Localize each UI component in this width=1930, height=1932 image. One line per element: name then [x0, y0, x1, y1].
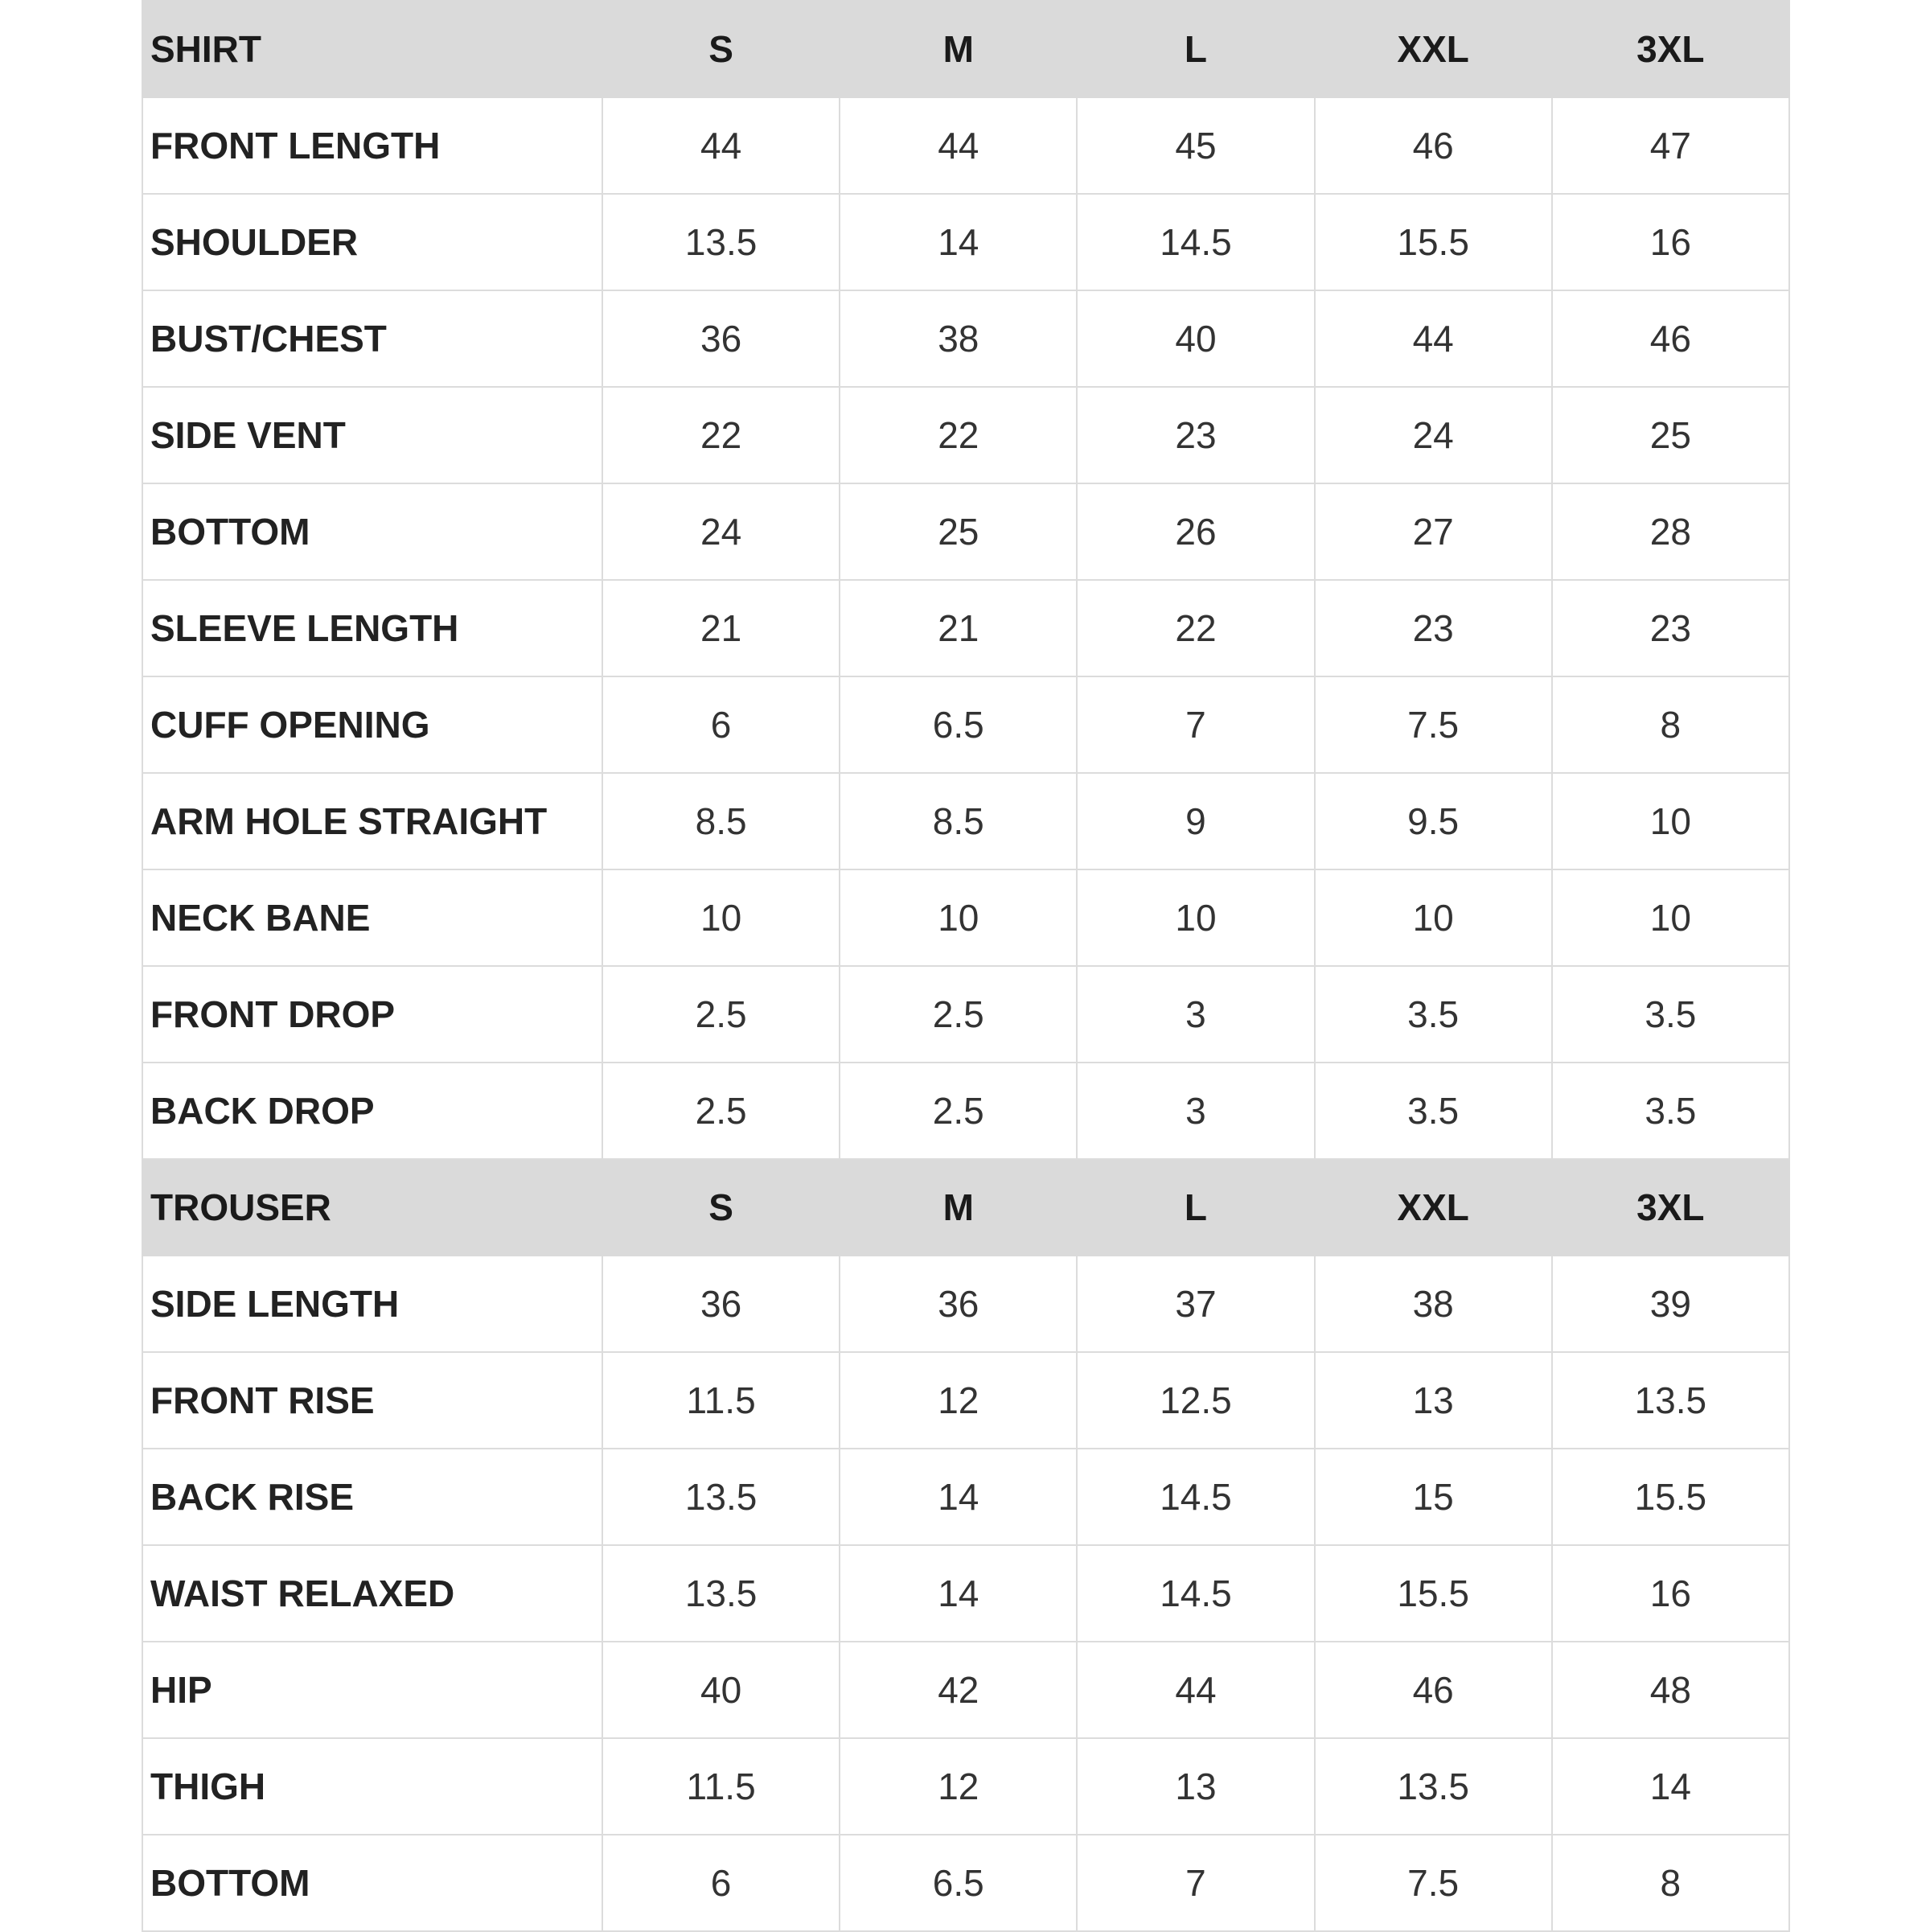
shirt-measurement-row — [142, 387, 1789, 483]
trouser-size-header: XXL — [1315, 1159, 1552, 1256]
measurement-value: 23 — [1077, 387, 1314, 483]
measurement-value: 45 — [1077, 97, 1314, 194]
measurement-value: 3 — [1077, 1063, 1314, 1159]
measurement-value: 44 — [1315, 290, 1552, 387]
measurement-value: 14.5 — [1077, 194, 1314, 290]
measurement-label: SIDE VENT — [142, 387, 602, 483]
trouser-size-header: 3XL — [1552, 1159, 1789, 1256]
size-chart-body — [142, 1, 1789, 1931]
measurement-value: 44 — [1077, 1642, 1314, 1738]
measurement-value: 40 — [1077, 290, 1314, 387]
measurement-label: BOTTOM — [142, 483, 602, 580]
trouser-size-header: S — [602, 1159, 840, 1256]
trouser-measurement-row — [142, 1545, 1789, 1642]
measurement-value: 3.5 — [1315, 1063, 1552, 1159]
measurement-label: SLEEVE LENGTH — [142, 580, 602, 676]
shirt-size-header: 3XL — [1552, 1, 1789, 97]
measurement-value: 11.5 — [602, 1738, 840, 1835]
measurement-value: 11.5 — [602, 1352, 840, 1449]
measurement-value: 15.5 — [1315, 194, 1552, 290]
measurement-value: 13.5 — [602, 194, 840, 290]
measurement-label: BOTTOM — [142, 1835, 602, 1931]
measurement-value: 13 — [1077, 1738, 1314, 1835]
measurement-value: 25 — [840, 483, 1077, 580]
measurement-label: ARM HOLE STRAIGHT — [142, 773, 602, 869]
measurement-value: 9 — [1077, 773, 1314, 869]
measurement-value: 15 — [1315, 1449, 1552, 1545]
measurement-value: 44 — [840, 97, 1077, 194]
measurement-value: 23 — [1315, 580, 1552, 676]
measurement-value: 21 — [840, 580, 1077, 676]
measurement-value: 10 — [1077, 869, 1314, 966]
measurement-value: 14 — [840, 1545, 1077, 1642]
measurement-value: 46 — [1315, 1642, 1552, 1738]
measurement-value: 6 — [602, 1835, 840, 1931]
trouser-measurement-row — [142, 1449, 1789, 1545]
trouser-measurement-row — [142, 1835, 1789, 1931]
shirt-size-header: XXL — [1315, 1, 1552, 97]
measurement-value: 12 — [840, 1738, 1077, 1835]
shirt-measurement-row — [142, 483, 1789, 580]
measurement-label: BACK RISE — [142, 1449, 602, 1545]
shirt-measurement-row — [142, 869, 1789, 966]
measurement-value: 12 — [840, 1352, 1077, 1449]
measurement-label: FRONT RISE — [142, 1352, 602, 1449]
measurement-value: 42 — [840, 1642, 1077, 1738]
measurement-value: 24 — [1315, 387, 1552, 483]
measurement-value: 6.5 — [840, 676, 1077, 773]
measurement-value: 2.5 — [840, 1063, 1077, 1159]
measurement-value: 6.5 — [840, 1835, 1077, 1931]
shirt-measurement-row — [142, 580, 1789, 676]
trouser-size-header: L — [1077, 1159, 1314, 1256]
measurement-value: 15.5 — [1315, 1545, 1552, 1642]
shirt-measurement-row — [142, 97, 1789, 194]
measurement-value: 3.5 — [1552, 966, 1789, 1063]
measurement-label: NECK BANE — [142, 869, 602, 966]
measurement-value: 26 — [1077, 483, 1314, 580]
shirt-measurement-row — [142, 1063, 1789, 1159]
measurement-value: 7.5 — [1315, 1835, 1552, 1931]
measurement-value: 9.5 — [1315, 773, 1552, 869]
shirt-section-title: SHIRT — [142, 1, 602, 97]
measurement-value: 8 — [1552, 1835, 1789, 1931]
measurement-value: 21 — [602, 580, 840, 676]
measurement-value: 3 — [1077, 966, 1314, 1063]
measurement-value: 14.5 — [1077, 1449, 1314, 1545]
measurement-value: 44 — [602, 97, 840, 194]
measurement-value: 13.5 — [602, 1545, 840, 1642]
measurement-value: 2.5 — [602, 1063, 840, 1159]
measurement-value: 14 — [840, 1449, 1077, 1545]
measurement-value: 16 — [1552, 1545, 1789, 1642]
measurement-value: 7.5 — [1315, 676, 1552, 773]
measurement-value: 24 — [602, 483, 840, 580]
shirt-measurement-row — [142, 194, 1789, 290]
measurement-value: 46 — [1315, 97, 1552, 194]
measurement-value: 12.5 — [1077, 1352, 1314, 1449]
measurement-value: 27 — [1315, 483, 1552, 580]
measurement-value: 40 — [602, 1642, 840, 1738]
measurement-value: 47 — [1552, 97, 1789, 194]
shirt-measurement-row — [142, 290, 1789, 387]
trouser-header-row — [142, 1159, 1789, 1256]
measurement-value: 10 — [1315, 869, 1552, 966]
shirt-header-row — [142, 1, 1789, 97]
measurement-value: 3.5 — [1315, 966, 1552, 1063]
trouser-section-title: TROUSER — [142, 1159, 602, 1256]
trouser-measurement-row — [142, 1738, 1789, 1835]
measurement-value: 28 — [1552, 483, 1789, 580]
measurement-label: FRONT LENGTH — [142, 97, 602, 194]
measurement-label: BACK DROP — [142, 1063, 602, 1159]
measurement-value: 23 — [1552, 580, 1789, 676]
measurement-value: 38 — [1315, 1256, 1552, 1352]
trouser-size-header: M — [840, 1159, 1077, 1256]
measurement-value: 38 — [840, 290, 1077, 387]
measurement-value: 7 — [1077, 1835, 1314, 1931]
measurement-value: 8.5 — [602, 773, 840, 869]
measurement-label: HIP — [142, 1642, 602, 1738]
measurement-value: 36 — [602, 290, 840, 387]
measurement-value: 2.5 — [602, 966, 840, 1063]
measurement-value: 22 — [1077, 580, 1314, 676]
trouser-measurement-row — [142, 1642, 1789, 1738]
measurement-value: 39 — [1552, 1256, 1789, 1352]
measurement-label: FRONT DROP — [142, 966, 602, 1063]
measurement-value: 7 — [1077, 676, 1314, 773]
measurement-value: 8.5 — [840, 773, 1077, 869]
measurement-value: 36 — [602, 1256, 840, 1352]
measurement-value: 13 — [1315, 1352, 1552, 1449]
measurement-value: 14.5 — [1077, 1545, 1314, 1642]
measurement-value: 25 — [1552, 387, 1789, 483]
measurement-value: 37 — [1077, 1256, 1314, 1352]
trouser-measurement-row — [142, 1352, 1789, 1449]
shirt-size-header: M — [840, 1, 1077, 97]
trouser-measurement-row — [142, 1256, 1789, 1352]
measurement-label: WAIST RELAXED — [142, 1545, 602, 1642]
measurement-value: 6 — [602, 676, 840, 773]
measurement-label: SIDE LENGTH — [142, 1256, 602, 1352]
measurement-value: 46 — [1552, 290, 1789, 387]
measurement-value: 14 — [1552, 1738, 1789, 1835]
measurement-value: 15.5 — [1552, 1449, 1789, 1545]
measurement-label: THIGH — [142, 1738, 602, 1835]
shirt-measurement-row — [142, 773, 1789, 869]
measurement-value: 16 — [1552, 194, 1789, 290]
measurement-value: 10 — [840, 869, 1077, 966]
measurement-value: 13.5 — [602, 1449, 840, 1545]
measurement-value: 14 — [840, 194, 1077, 290]
measurement-value: 13.5 — [1552, 1352, 1789, 1449]
measurement-value: 10 — [602, 869, 840, 966]
measurement-value: 3.5 — [1552, 1063, 1789, 1159]
shirt-measurement-row — [142, 966, 1789, 1063]
measurement-value: 36 — [840, 1256, 1077, 1352]
size-chart-table — [142, 0, 1790, 1932]
measurement-value: 10 — [1552, 773, 1789, 869]
shirt-size-header: L — [1077, 1, 1314, 97]
measurement-value: 48 — [1552, 1642, 1789, 1738]
measurement-value: 22 — [602, 387, 840, 483]
shirt-size-header: S — [602, 1, 840, 97]
measurement-label: SHOULDER — [142, 194, 602, 290]
measurement-value: 8 — [1552, 676, 1789, 773]
measurement-label: BUST/CHEST — [142, 290, 602, 387]
measurement-value: 22 — [840, 387, 1077, 483]
shirt-measurement-row — [142, 676, 1789, 773]
measurement-label: CUFF OPENING — [142, 676, 602, 773]
measurement-value: 2.5 — [840, 966, 1077, 1063]
measurement-value: 13.5 — [1315, 1738, 1552, 1835]
measurement-value: 10 — [1552, 869, 1789, 966]
